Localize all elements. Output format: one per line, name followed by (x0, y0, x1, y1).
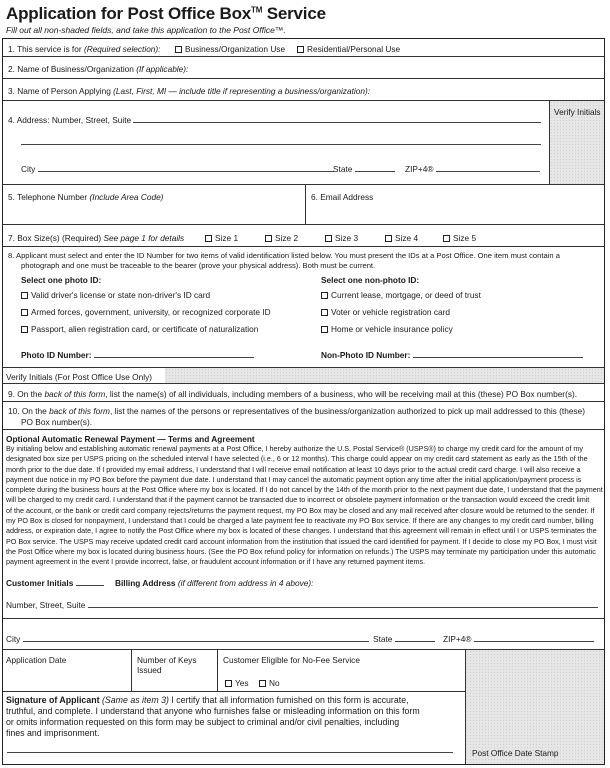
photo-id-option-3[interactable]: Passport, alien registration card, or certificate of naturalization (21, 324, 258, 334)
row-renewal-terms: Optional Automatic Renewal Payment — Terms and Agreement By initialing below and establishing automatic renewal payments at a Post Office, I hereby authorize the U.S. Postal Service® (USPS®) to charge my credit card for the amount of my designated box size per USPS pricing on the scheduled interval I have selected (i.e., 6 or 12 months). This charge could appear on my credit card statement as early as the 15th of the month prior to the due date. If I provided my email address, I understand that I will receive email notification at least 10 days prior to the actual credit card charge. I will also receive a payment due notice in my PO Box before the payment due date. I understand that I may cancel the automatic payment option any time after the initial application/payment process is complete during the business hours at the Post Office where my box is located. If I do not cancel by the 14th of the month prior to the next payment due date, I understand that the payment will be charged to my credit card. I understand that if the payment cannot be transacted due to incorrect or obsolete payment information or the transaction would exceed the credit limit of the account, or the bank or credit card company rejects/returns the payment request, my PO Box may be closed and any mail received after closure would be returned to the sender. If my PO Box is closed for nonpayment, I understand that I could be charged a late payment fee to reactivate my PO Box service. If there are any changes to my credit card number, billing address, or expiration date, I agree to notify the Post Office where my box is located of these changes. I understand that this agreement will remain in effect until I or USPS terminates the PO Box service. The USPS may receive updated credit card account information from the institution that issued the card identified for payment. If I decide to close my PO Box, I must visit the Post Office where my box is located during business hours. (See the PO Box refund policy for information on refunds.) The USPS may terminate my participation under this automatic payment agreement in the event I provide incorrect, false, or fraudulent account information or if I have any returned payment items. Customer Initials Billing Address (if different from address in 4 above): Number, Street, Suite (3, 430, 604, 619)
application-date-field[interactable]: Application Date (6, 655, 67, 665)
address-field[interactable]: 4. Address: Number, Street, Suite (8, 115, 541, 125)
customer-initials-field[interactable]: Customer Initials (6, 578, 104, 588)
form-header (6, 4, 326, 35)
eligible-yes-checkbox[interactable]: Yes (225, 678, 249, 688)
row-applicant-name[interactable]: 3. Name of Person Applying (Last, First, MI — include title if representing a business/organization): (3, 79, 604, 101)
form-body (2, 38, 605, 765)
keys-issued-field[interactable]: Number of Keys Issued (137, 655, 197, 675)
billing-street-field[interactable]: Number, Street, Suite (6, 600, 598, 610)
nonphoto-id-option-2[interactable]: Voter or vehicle registration card (321, 307, 450, 317)
eligible-no-checkbox[interactable]: No (259, 678, 280, 688)
size-2-checkbox[interactable]: Size 2 (265, 233, 298, 243)
photo-id-number-field[interactable]: Photo ID Number: (21, 350, 254, 360)
form-title: Application for Post Office Box™ Service (6, 4, 326, 23)
row-verify-initials: Verify Initials (For Post Office Use Only) (3, 368, 604, 384)
form-subtitle: Fill out all non-shaded fields, and take this application to the Post Office™. (6, 25, 286, 35)
photo-id-option-1[interactable]: Valid driver's license or state non-driver's ID card (21, 290, 210, 300)
row-service-type: 1. This service is for (Required selection): Business/Organization Use Residential/Personal Use (3, 39, 604, 57)
renewal-terms-text: By initialing below and establishing automatic renewal payments at a Post Office, I hereby authorize the U.S. Postal Service® (USPS®) to charge my credit card for the amount of my designated box size per USPS pricing on the scheduled interval I have selected (i.e., 6 or 12 months). This charge could appear on my credit card statement as early as the 15th of the month prior to the due date. If I provided my email address, I understand that I will receive email notification at least 10 days prior to the actual credit card charge. I will also receive a payment due notice in my PO Box before the payment due date. I understand that I may cancel the automatic payment option any time after the initial application/payment process is complete during the business hours at the Post Office where my box is located. If I do not cancel by the 14th of the month prior to the next payment due date, I understand that the payment will be charged to my credit card. I understand that if the payment cannot be transacted due to incorrect or obsolete payment information or the transaction would exceed the credit limit of the account, or the bank or credit card company rejects/returns the payment request, my PO Box may be closed and any mail received after closure would be returned to the sender. If my PO Box is closed for nonpayment, I understand that I could be charged a late payment fee to reactivate my PO Box service. If there are any changes to my credit card number, billing address, or expiration date, I agree to notify the Post Office where my box is located of these changes. I understand that this agreement will remain in effect until I or USPS terminates the PO Box service. The USPS may receive updated credit card account information from the institution that issued the card identified for payment. If I decide to close my PO Box, I must visit the Post Office where my box is located during business hours. (See the PO Box refund policy for information on refunds.) The USPS may terminate my participation under this automatic payment agreement in the event I provide incorrect, false, or fraudulent account information or if I have any returned payment items. (6, 444, 603, 567)
nonphoto-id-option-1[interactable]: Current lease, mortgage, or deed of trust (321, 290, 481, 300)
business-use-checkbox[interactable]: Business/Organization Use (175, 44, 285, 54)
row-box-size: 7. Box Size(s) (Required) See page 1 for details Size 1 Size 2 Size 3 Size 4 Size 5 (3, 225, 604, 247)
billing-zip-field[interactable]: ZIP+4® (443, 634, 594, 644)
row-authorized-persons: 10. On the back of this form, list the names of the persons or representatives of the business/organization authorized to pick up mail addressed to this (these) PO Box number(s). (3, 402, 604, 430)
city-field[interactable]: City (21, 164, 334, 174)
state-field[interactable]: State (333, 164, 395, 174)
row-address (3, 101, 604, 185)
phone-field[interactable]: 5. Telephone Number (Include Area Code) (8, 192, 164, 202)
billing-state-field[interactable]: State (373, 634, 435, 644)
signature-section: Signature of Applicant (Same as item 3) I certify that all information furnished on this form is accurate, truthful, and complete. I understand that anyone who furnishes false or misleading information on this form or omits information requested on this form may be subject to criminal and/or civil penalties, including fines and imprisonment. (3, 692, 465, 764)
date-stamp-box: Post Office Date Stamp (465, 650, 604, 764)
photo-id-option-2[interactable]: Armed forces, government, university, or recognized corporate ID (21, 307, 271, 317)
row-identification: 8. Applicant must select and enter the ID Number for two items of valid identification listed below. You must present the IDs at a Post Office. One item must contain a photograph and one must be traceable to the bearer (prove your physical address). Both must be current. Select one photo ID: Valid driver's license or state non-driver's ID card Armed forces, government, university, or recognized corporate ID Passport, alien registration card, or certificate of naturalization Select one non-photo ID: Current lease, mortgage, or deed of trust Voter or vehicle registration card Home or vehicle insurance policy Photo ID Number: Non-Photo ID Number: (3, 247, 604, 368)
zip-field[interactable]: ZIP+4® (405, 164, 540, 174)
email-field[interactable]: 6. Email Address (311, 192, 374, 202)
row-billing-city (3, 619, 604, 650)
renewal-title: Optional Automatic Renewal Payment — Terms and Agreement (6, 434, 255, 444)
size-5-checkbox[interactable]: Size 5 (443, 233, 476, 243)
row-recipients: 9. On the back of this form, list the name(s) of all individuals, including members of a business, who will be receiving mail at this (these) PO Box number(s). (3, 384, 604, 402)
verify-initials-box: Verify Initials (549, 101, 604, 184)
size-3-checkbox[interactable]: Size 3 (325, 233, 358, 243)
billing-city-field[interactable]: City (6, 634, 369, 644)
signature-line[interactable] (7, 752, 453, 753)
size-1-checkbox[interactable]: Size 1 (205, 233, 238, 243)
row-office-use: Application Date Number of Keys Issued Customer Eligible for No-Fee Service Yes No (3, 650, 604, 692)
personal-use-checkbox[interactable]: Residential/Personal Use (297, 44, 400, 54)
size-4-checkbox[interactable]: Size 4 (385, 233, 418, 243)
row-phone-email (3, 185, 604, 225)
nonphoto-id-number-field[interactable]: Non-Photo ID Number: (321, 350, 583, 360)
row-business-name[interactable]: 2. Name of Business/Organization (If applicable): (3, 57, 604, 79)
nonphoto-id-option-3[interactable]: Home or vehicle insurance policy (321, 324, 453, 334)
